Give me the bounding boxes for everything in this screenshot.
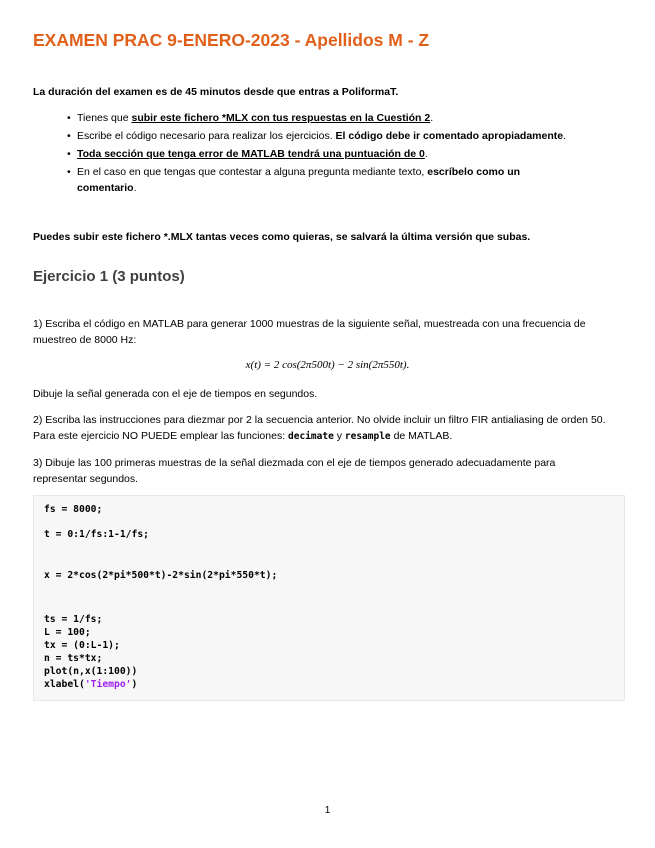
instruction-text: . <box>563 130 567 142</box>
exercise-statement-plot: Dibuje la señal generada con el eje de tiempos en segundos. <box>33 388 318 400</box>
instruction-text: . <box>424 148 428 160</box>
code-string: 'Tiempo' <box>84 679 132 690</box>
instruction-emphasis: El código debe ir comentado apropiadamente <box>335 130 564 142</box>
instruction-item <box>67 146 567 162</box>
outro-text: Puedes subir este fichero *.MLX tantas veces como quieras, se salvará la última versión que subas. <box>33 231 531 243</box>
code-token: xlabel( <box>44 679 85 690</box>
code-line: x = 2*cos(2*pi*500*t)-2*sin(2*pi*550*t); <box>44 570 278 581</box>
exercise-statement-2 <box>33 412 608 445</box>
instruction-emphasis: Toda sección que tenga error de MATLAB tendrá una puntuación de 0 <box>77 148 425 160</box>
statement-text: 2) Escriba las instrucciones para diezmar por 2 la secuencia anterior. No olvide incluir un filtro FIR antialiasing de orden 50. Para este ejercicio NO PUEDE emplear las funciones: <box>33 414 606 442</box>
code-line: t = 0:1/fs:1-1/fs; <box>44 529 149 540</box>
page-title: EXAMEN PRAC 9-ENERO-2023 - Apellidos M - Z <box>33 30 430 50</box>
instruction-text: En el caso en que tengas que contestar a alguna pregunta mediante texto, <box>77 166 428 178</box>
exercise-statement-1: 1) Escriba el código en MATLAB para generar 1000 muestras de la siguiente señal, muestreada con una frecuencia de muestreo de 8000 Hz: <box>33 318 586 346</box>
instruction-text: Escribe el código necesario para realizar los ejercicios. <box>77 130 336 142</box>
instruction-text: . <box>430 112 434 124</box>
instruction-text: Tienes que <box>77 112 132 124</box>
page-number: 1 <box>324 805 331 816</box>
instruction-text: . <box>133 182 137 194</box>
code-line: fs = 8000; <box>44 504 103 515</box>
instruction-emphasis: subir este fichero *MLX con tus respuestas en la Cuestión 2 <box>131 112 431 124</box>
instructions-list <box>67 110 567 198</box>
intro-text: La duración del examen es de 45 minutos desde que entras a PoliformaT. <box>33 86 399 98</box>
instruction-item <box>67 164 567 196</box>
instruction-item <box>67 128 567 144</box>
signal-formula: x(t) = 2 cos(2π500t) − 2 sin(2π550t). <box>245 359 410 371</box>
code-line: tx = (0:L-1); <box>44 640 120 651</box>
exercise-heading: Ejercicio 1 (3 puntos) <box>33 268 185 285</box>
code-line: plot(n,x(1:100)) <box>44 666 138 677</box>
statement-text: de MATLAB. <box>390 430 453 442</box>
code-line: L = 100; <box>44 627 91 638</box>
code-line: ts = 1/fs; <box>44 614 103 625</box>
code-token: ) <box>131 679 138 690</box>
code-line <box>44 679 137 690</box>
statement-text: y <box>333 430 345 442</box>
instruction-item <box>67 110 567 126</box>
code-line: n = ts*tx; <box>44 653 103 664</box>
function-name: resample <box>344 431 391 442</box>
instruction-emphasis: escríbelo como un comentario <box>77 166 521 194</box>
function-name: decimate <box>288 431 334 442</box>
exercise-statement-3: 3) Dibuje las 100 primeras muestras de la señal diezmada con el eje de tiempos generado adecuadamente para representar segundos. <box>33 457 556 485</box>
code-block[interactable] <box>33 495 625 701</box>
